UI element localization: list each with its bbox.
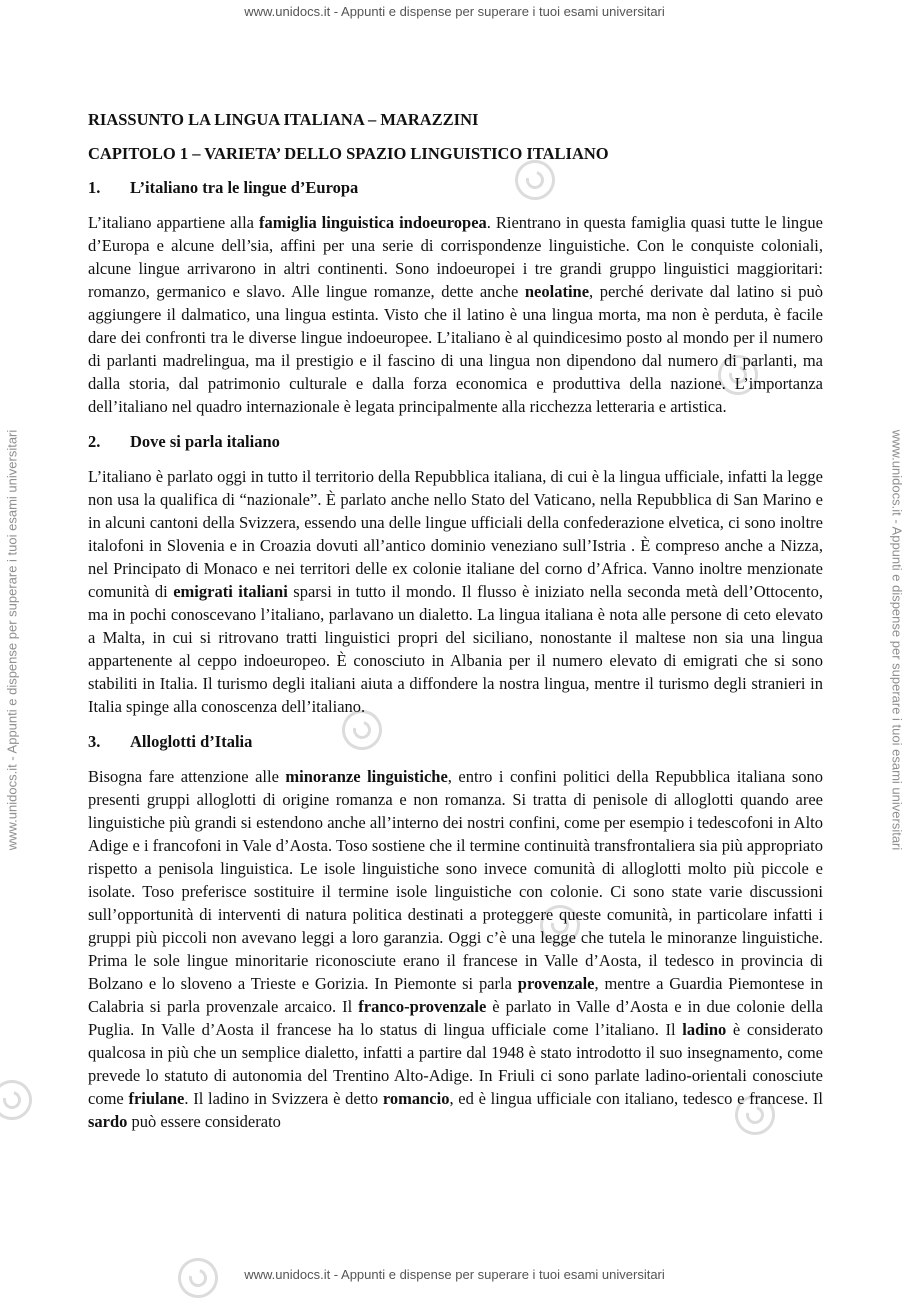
bold-term: friulane (128, 1089, 185, 1108)
bold-term: franco-provenzale (358, 997, 487, 1016)
watermark-logo-icon (0, 1073, 39, 1128)
bold-term: sardo (88, 1112, 128, 1131)
bold-term: romancio (382, 1089, 450, 1108)
document-body (88, 108, 823, 1145)
section-2 (88, 430, 823, 718)
section-title: Alloglotti d’Italia (130, 732, 253, 751)
chapter-heading: CAPITOLO 1 – VARIETA’ DELLO SPAZIO LINGUISTICO ITALIANO (88, 144, 609, 163)
watermark-footer: www.unidocs.it - Appunti e dispense per superare i tuoi esami universitari (244, 1267, 665, 1282)
bold-term: minoranze linguistiche (285, 767, 448, 786)
section-heading (88, 430, 823, 453)
watermark-header: www.unidocs.it - Appunti e dispense per superare i tuoi esami universitari (244, 4, 665, 19)
section-heading (88, 730, 823, 753)
bold-term: provenzale (517, 974, 595, 993)
watermark-side-left: www.unidocs.it - Appunti e dispense per superare i tuoi esami universitari (4, 429, 20, 851)
section-paragraph: L’italiano appartiene alla famiglia linguistica indoeuropea. Rientrano in questa famiglia quasi tutte le lingue d’Europa e alcune dell’sia, affini per una serie di corrispondenze linguistiche. Con le conquiste coloniali, alcune lingue arrivarono in altri continenti. Sono indoeuropei i tre grandi gruppo linguistici maggioritari: romanzo, germanico e slavo. Alle lingue romanze, dette anche neolatine, perché derivate dal latino si può aggiungere il dalmatico, una lingua estinta. Visto che il latino è una lingua morta, ma non è perduta, è facile dare dei confronti tra le diverse lingue indoeuropee. L’italiano è al quindicesimo posto al mondo per il numero di parlanti madrelingua, ma il prestigio e il fascino di una lingua non dipendono dal numero di parlanti, ma dalla storia, dal patrimonio culturale e dalla forza economica e produttiva della nazione. L’importanza dell’italiano nel quadro internazionale è legata principalmente alla ricchezza letteraria e artistica. (88, 213, 824, 416)
section-number: 3. (88, 732, 101, 751)
section-title: L’italiano tra le lingue d’Europa (130, 178, 359, 197)
bold-term: ladino (682, 1020, 727, 1039)
section-1 (88, 176, 823, 418)
section-paragraph: L’italiano è parlato oggi in tutto il territorio della Repubblica italiana, di cui è la lingua ufficiale, infatti la legge non usa la qualifica di “nazionale”. È parlato anche nello Stato del Vaticano, nella Repubblica di San Marino e in alcuni cantoni della Svizzera, essendo una delle lingue ufficiali della confederazione elvetica, ci sono inoltre italofoni in Slovenia e in Croazia dovuti all’antico dominio veneziano sull’Istria . È compreso anche a Nizza, nel Principato di Monaco e nei territori delle ex colonie italiane del corno d’Africa. Vanno inoltre menzionate comunità di emigrati italiani sparsi in tutto il mondo. Il flusso è iniziato nella seconda metà dell’Ottocento, ma in pochi conoscevano l’italiano, parlavano un dialetto. La lingua italiana è nota alle persone di ceto elevato a Malta, in cui si ritrovano tratti linguistici propri del siciliano, nonostante il maltese non sia una lingua appartenente al ceppo indoeuropeo. È conosciuto in Albania per il numero elevato di emigrati che si sono stabiliti in Italia. Il turismo degli italiani aiuta a diffondere la nostra lingua, mentre il turismo degli stranieri in Italia spinge alla conoscenza dell’italiano. (88, 467, 823, 716)
bold-term: emigrati italiani (173, 582, 288, 601)
section-title: Dove si parla italiano (130, 432, 280, 451)
bold-term: famiglia linguistica indoeuropea (258, 213, 487, 232)
document-title: RIASSUNTO LA LINGUA ITALIANA – MARAZZINI (88, 110, 479, 129)
section-number: 2. (88, 432, 101, 451)
watermark-side-right: www.unidocs.it - Appunti e dispense per superare i tuoi esami universitari (889, 429, 905, 851)
section-paragraph: Bisogna fare attenzione alle minoranze linguistiche, entro i confini politici della Repubblica italiana sono presenti gruppi alloglotti di origine romanza e non romanza. Si tratta di penisole di alloglotti quando aree linguistiche più grandi si estendono anche all’interno dei nostri confini, come per esempio i tedescofoni in Alto Adige e i francofoni in Vale d’Aosta. Toso sostiene che il termine continuità transfrontaliera sia più appropriato rispetto a penisola linguistica. Le isole linguistiche sono invece comunità di alloglotti molto più piccole e isolate. Toso preferisce sostituire il termine isole linguistiche con colonie. Ci sono state varie discussioni sull’opportunità di interventi di natura politica destinati a proteggere queste comunità, in particolare infatti i gruppi più piccoli non avevano leggi a loro garanzia. Oggi c’è una legge che tutela le minoranze linguistiche. Prima le sole lingue minoritarie riconosciute erano il francese in Valle d’Aosta, il tedesco in provincia di Bolzano e lo sloveno a Trieste e Gorizia. In Piemonte si parla provenzale, mentre a Guardia Piemontese in Calabria si parla provenzale arcaico. Il franco-provenzale è parlato in Valle d’Aosta e in due colonie della Puglia. In Valle d’Aosta il francese ha lo status di lingua ufficiale come l’italiano. Il ladino è considerato qualcosa in più che un semplice dialetto, infatti a partire dal 1948 è stato introdotto il suo insegnamento, come prevede lo statuto di autonomia del Trentino Alto-Adige. In Friuli ci sono parlate ladino-orientali conosciute come friulane. Il ladino in Svizzera è detto romancio, ed è lingua ufficiale con italiano, tedesco e francese. Il sardo può essere considerato (88, 767, 823, 1131)
watermark-logo-icon (171, 1251, 226, 1305)
section-number: 1. (88, 178, 101, 197)
section-3 (88, 730, 823, 1133)
bold-term: neolatine (524, 282, 590, 301)
section-heading (88, 176, 823, 199)
